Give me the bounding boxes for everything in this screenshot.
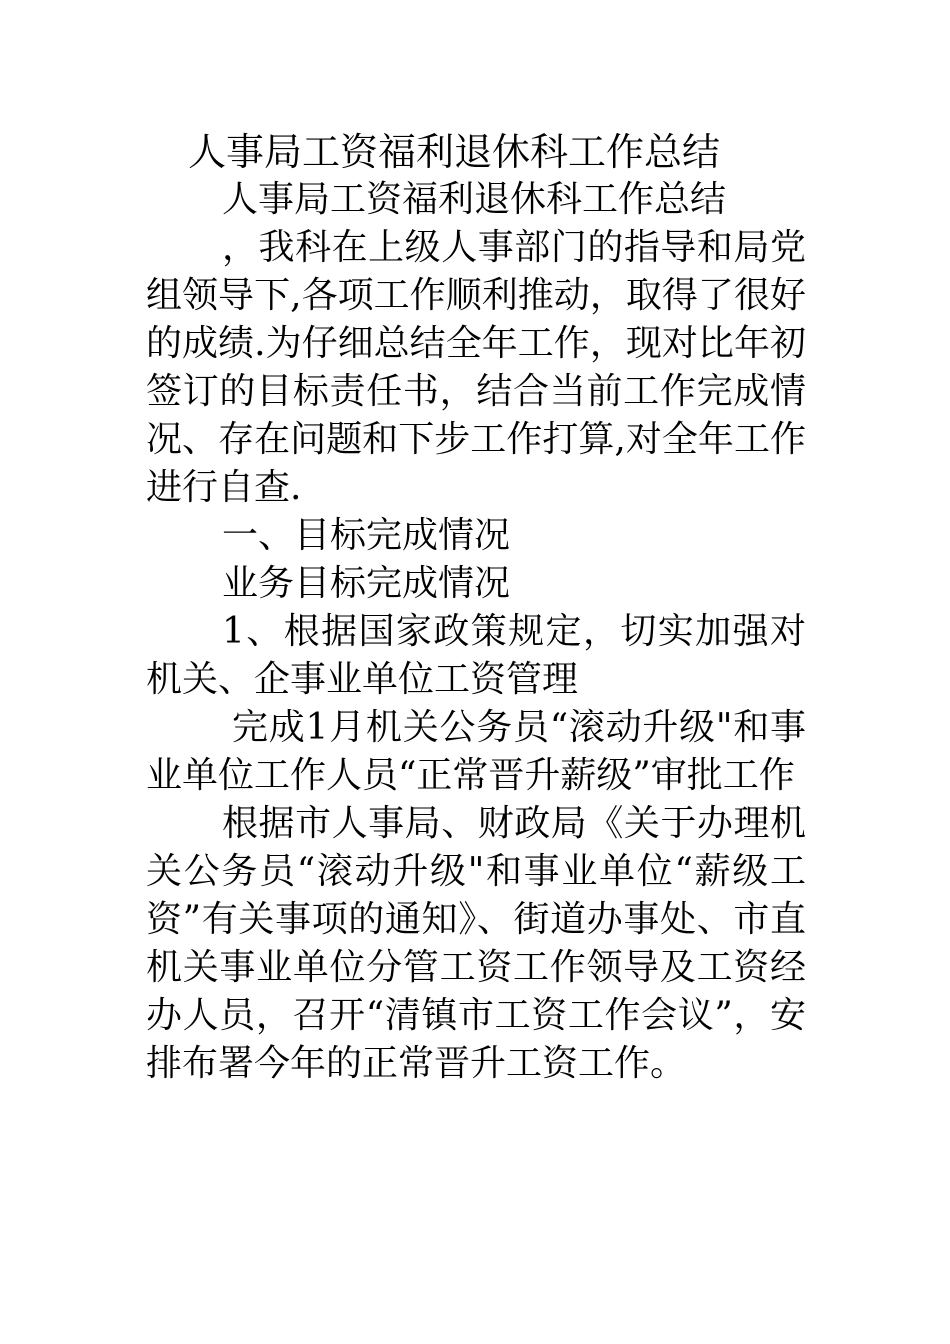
document-page bbox=[146, 128, 806, 1088]
subsection-heading-business: 业务目标完成情况 bbox=[222, 563, 511, 604]
paragraph-meeting: 根据市人事局、财政局《关于办理机关公务员“滚动升级"和事业单位“薪级工资”有关事项的通知》、街道办事处、市直机关事业单位分管工资工作领导及工资经办人员，召开“清镇市工资工作会议”，安排布署今年的正常晋升工资工作。 bbox=[146, 803, 806, 1084]
document-title: 人事局工资福利退休科工作总结 bbox=[188, 130, 721, 174]
paragraph-intro: ，我科在上级人事部门的指导和局党组领导下,各项工作顺利推动，取得了很好的成绩.为仔细总结全年工作，现对比年初签订的目标责任书，结合当前工作完成情况、存在问题和下步工作打算,对全年工作进行自查. bbox=[146, 227, 806, 508]
paragraph-item-1: 1、根据国家政策规定，切实加强对机关、企事业单位工资管理 bbox=[146, 611, 806, 700]
paragraph-item-1-detail: 完成1月机关公务员“滚动升级"和事业单位工作人员“正常晋升薪级”审批工作 bbox=[146, 707, 806, 796]
paragraph-subtitle: 人事局工资福利退休科工作总结 bbox=[222, 179, 727, 220]
section-heading-goals: 一、目标完成情况 bbox=[222, 515, 511, 556]
